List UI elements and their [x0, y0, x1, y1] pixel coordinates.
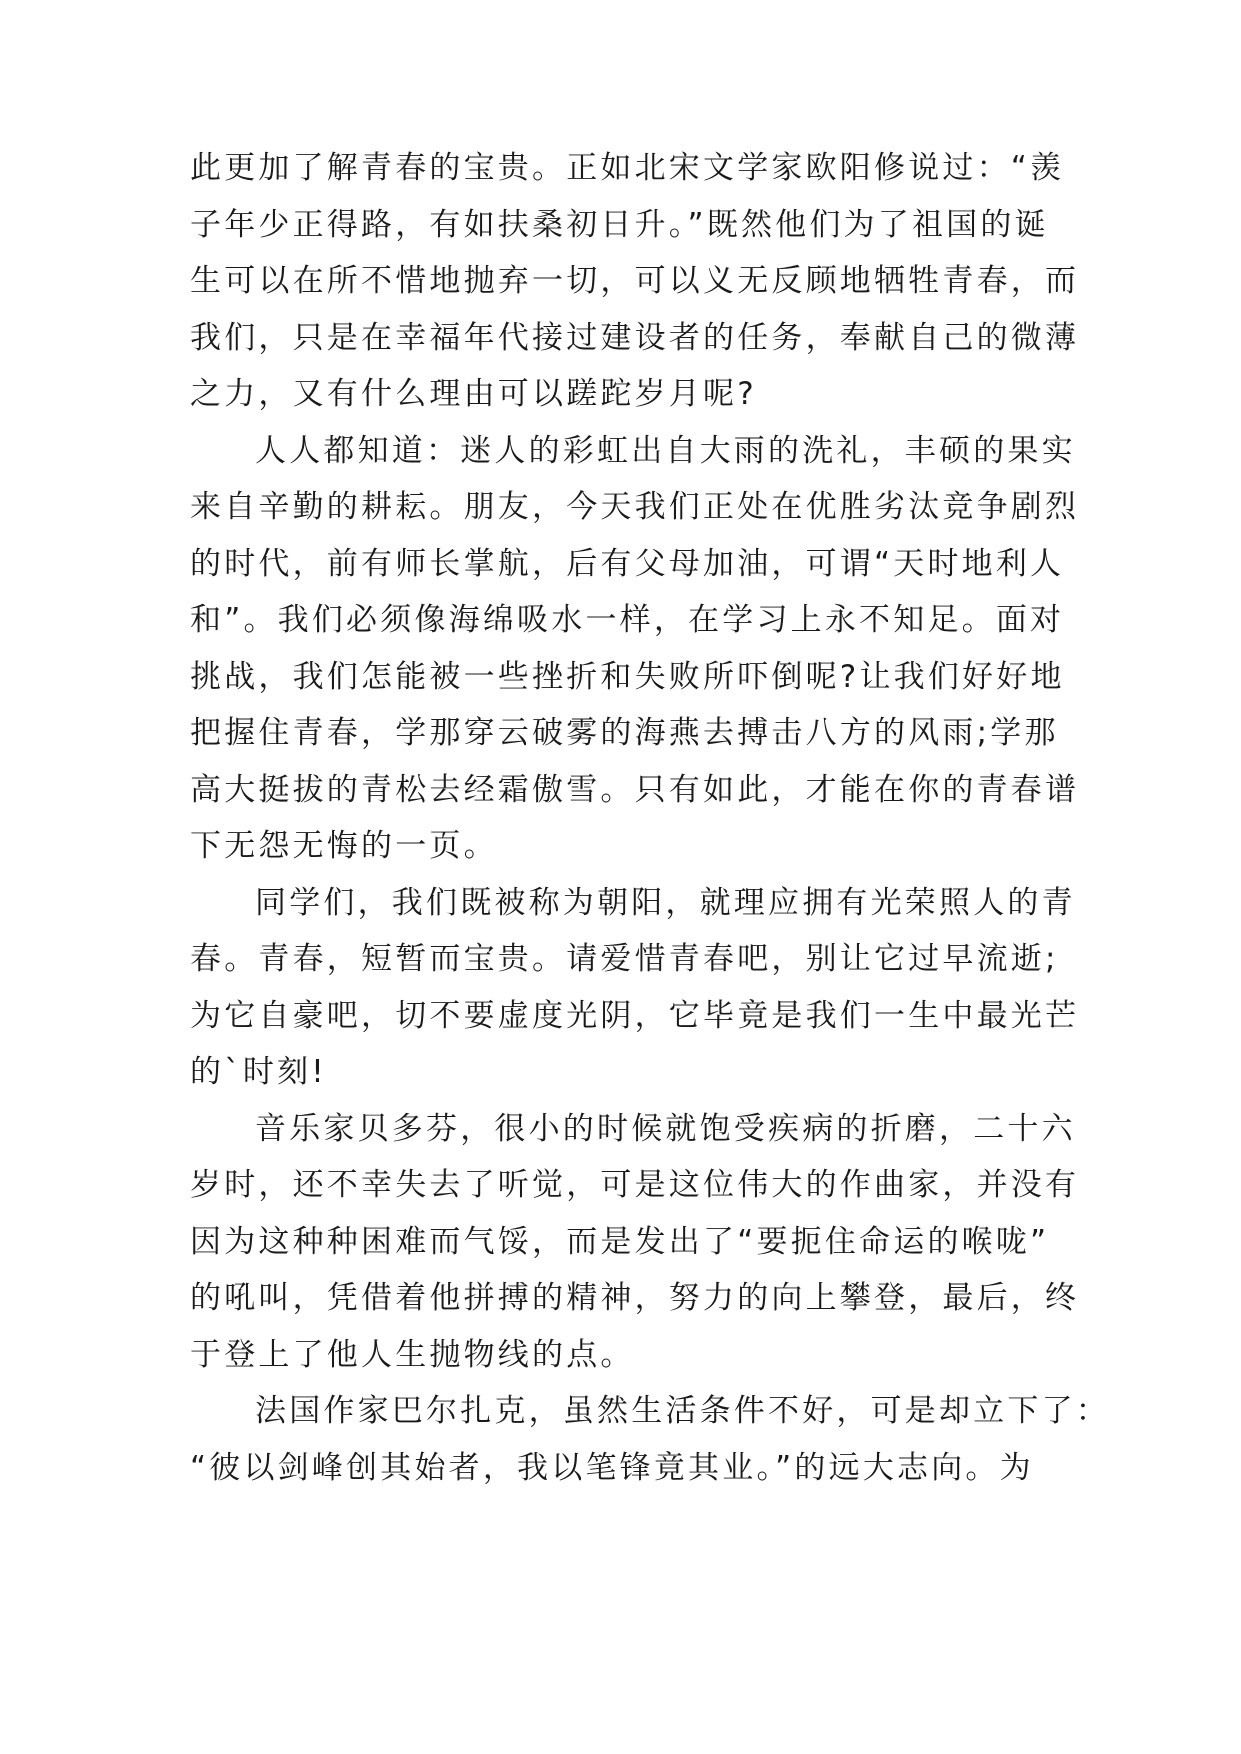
paragraph-first-line: 人人都知道：迷人的彩虹出自大雨的洗礼，丰硕的果实 [255, 432, 1076, 469]
text-line: 春。青春，短暂而宝贵。请爱惜青春吧，别让它过早流逝; [190, 941, 1059, 977]
text-line: 因为这种种困难而气馁，而是发出了“要扼住命运的喉咙” [190, 1223, 1050, 1260]
text-line: 此更加了解青春的宝贵。正如北宋文学家欧阳修说过：“羡 [190, 150, 1065, 186]
text-line: 之力，又有什么理由可以蹉跎岁月呢? [190, 376, 757, 412]
text-line: 生可以在所不惜地抛弃一切，可以义无反顾地牺牲青春，而 [190, 263, 1080, 299]
text-line: 为它自豪吧，切不要虚度光阴，它毕竟是我们一生中最光芒 [190, 997, 1080, 1034]
text-line: 的`时刻! [190, 1054, 327, 1090]
text-line: 高大挺拔的青松去经霜傲雪。只有如此，才能在你的青春谱 [190, 771, 1080, 808]
text-line: 于登上了他人生抛物线的点。 [190, 1336, 635, 1373]
text-line: 挑战，我们怎能被一些挫折和失败所吓倒呢?让我们好好地 [190, 658, 1065, 695]
text-line: 子年少正得路，有如扶桑初日升。”既然他们为了祖国的诞 [190, 206, 1049, 243]
text-line: 的吼叫，凭借着他拼搏的精神，努力的向上攀登，最后，终 [190, 1280, 1080, 1316]
text-line: 的时代，前有师长掌航，后有父母加油，可谓“天时地利人 [190, 545, 1065, 582]
text-line: 下无怨无悔的一页。 [190, 828, 498, 864]
body-text [190, 140, 1110, 1496]
paragraph-first-line: 法国作家巴尔扎克，虽然生活条件不好，可是却立下了： [255, 1393, 1110, 1429]
text-line: 和”。我们必须像海绵吸水一样，在学习上永不知足。面对 [190, 602, 1065, 638]
paragraph-first-line: 音乐家贝多芬，很小的时候就饱受疾病的折磨，二十六 [255, 1110, 1076, 1147]
text-line: 来自辛勤的耕耘。朋友，今天我们正处在优胜劣汰竞争剧烈 [190, 489, 1080, 525]
paragraph-first-line: 同学们，我们既被称为朝阳，就理应拥有光荣照人的青 [255, 884, 1076, 921]
text-line: 岁时，还不幸失去了听觉，可是这位伟大的作曲家，并没有 [190, 1167, 1080, 1203]
text-line: “彼以剑峰创其始者，我以笔锋竟其业。”的远大志向。为 [190, 1449, 1034, 1486]
text-line: 我们，只是在幸福年代接过建设者的任务，奉献自己的微薄 [190, 319, 1080, 356]
text-line: 把握住青春，学那穿云破雾的海燕去搏击八方的风雨;学那 [190, 715, 1059, 751]
